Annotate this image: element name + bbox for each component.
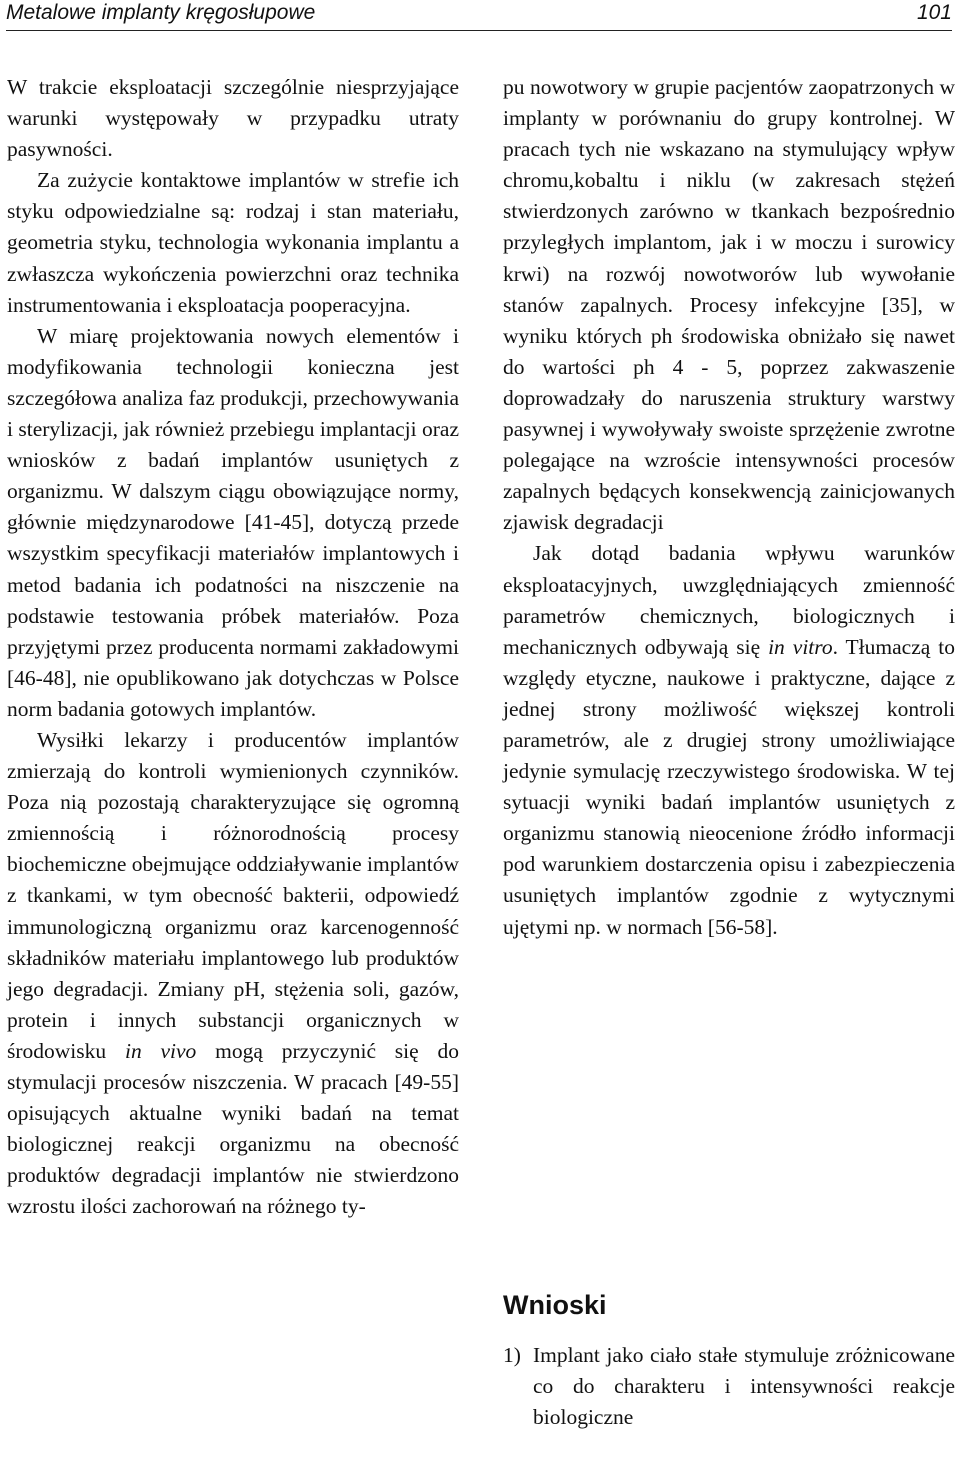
paragraph: Za zużycie kontaktowe implantów w strefie ich styku odpowiedzialne są: rodzaj i stan materiału, geometria styku, technologia wykonania implantu a zwłaszcza wykończenia powierzchni oraz technika instrumentowania i eksploatacja pooperacyjna. — [7, 168, 459, 317]
paragraph-text: Wysiłki lekarzy i producentów implantów zmierzają do kontroli wymienionych czynników. Poza nią pozostają charakteryzujące się ogromną zmiennością i różnorodnością procesy biochemiczne obejmujące oddziaływanie implantów z tkankami, w tym obecność bakterii, odpowiedź immunologiczną organizmu oraz karcenogenność składników materiału implantowego lub produktów jego degradacji. Zmiany pH, stężenia soli, gazów, protein i innych substancji organicznych w środowisku — [7, 727, 459, 1063]
paragraph — [7, 725, 459, 1223]
paragraph-text: mogą przyczynić się do stymulacji procesów niszczenia. W pracach [49-55] opisujących aktualne wyniki badań na temat biologicznej reakcji organizmu na obecność produktów degradacji implantów nie stwierdzono wzrostu ilości zachorowań na różnego ty- — [7, 1038, 460, 1219]
italic-term: in vivo — [124, 1038, 197, 1063]
paragraph: W trakcie eksploatacji szczególnie niesprzyjające warunki występowały w przypadku utraty pasywności. — [7, 75, 459, 162]
paragraph-text: . Tłumaczą to względy etyczne, naukowe i praktyczne, dające z jednej strony możliwość większej kontroli parametrów, ale z drugiej strony umożliwiające jedynie symulację rzeczywistego środowiska. W tej sytuacji wyniki badań implantów usuniętych z organizmu stanowią nieocenione źródło informacji pod warunkiem dostarczenia opisu i zabezpieczenia usuniętych implantów zgodnie z wytycznymi ujętymi np. w normach [56-58]. — [503, 634, 955, 939]
running-title: Metalowe implanty kręgosłupowe — [6, 1, 316, 24]
list-item-number: 1) — [503, 1343, 521, 1367]
running-header — [6, 0, 952, 31]
paragraph-text: Jak dotąd badania wpływu warunków eksploatacyjnych, uwzględniających zmienność parametrów chemicznych, biologicznych i mechanicznych odbywają się — [503, 541, 955, 659]
conclusions-list — [503, 1340, 955, 1433]
paragraph: W miarę projektowania nowych elementów i modyfikowania technologii konieczna jest szczegółowa analiza faz produkcji, przechowywania i sterylizacji, jak również przebiegu implantacji oraz wniosków z badań implantów usuniętych z organizmu. W dalszym ciągu obowiązujące normy, głównie międzynarodowe [41-45], dotyczą przede wszystkim specyfikacji materiałów implantowych i metod badania ich podatności na niszczenie na podstawie testowania próbek materiałów. Poza przyjętymi przez producenta normami zakładowymi [46-48], nie opublikowano jak dotychczas w Polsce norm badania gotowych implantów. — [7, 323, 459, 721]
conclusions-heading: Wnioski — [503, 1290, 607, 1320]
page-number: 101 — [916, 1, 952, 24]
left-column — [7, 72, 459, 1222]
list-item-text: Implant jako ciało stałe stymuluje zróżnicowane co do charakteru i intensywności reakcje biologiczne — [533, 1343, 955, 1430]
right-column — [503, 72, 955, 943]
paragraph: pu nowotwory w grupie pacjentów zaopatrzonych w implanty w porównaniu do grupy kontrolnej. W pracach tych nie wskazano na stymulujący wpływ chromu,kobaltu i niklu (w zakresach stężeń stwierdzonych zarówno w tkankach bezpośrednio przyległych implantom, jak i w moczu i surowicy krwi) na rozwój nowotworów lub wywołanie stanów zapalnych. Procesy infekcyjne [35], w wyniku których ph środowiska obniżało się nawet do wartości ph 4 - 5, poprzez zakwaszenie doprowadzały do naruszenia struktury warstwy pasywnej i wywoływały swoiste sprzężenie zwrotne polegające na wzroście intensywności procesów zapalnych będących konsekwencją zainicjowanych zjawisk degradacji — [503, 75, 955, 535]
list-item — [503, 1340, 955, 1433]
paragraph — [503, 538, 955, 942]
italic-term: in vitro — [768, 634, 833, 659]
